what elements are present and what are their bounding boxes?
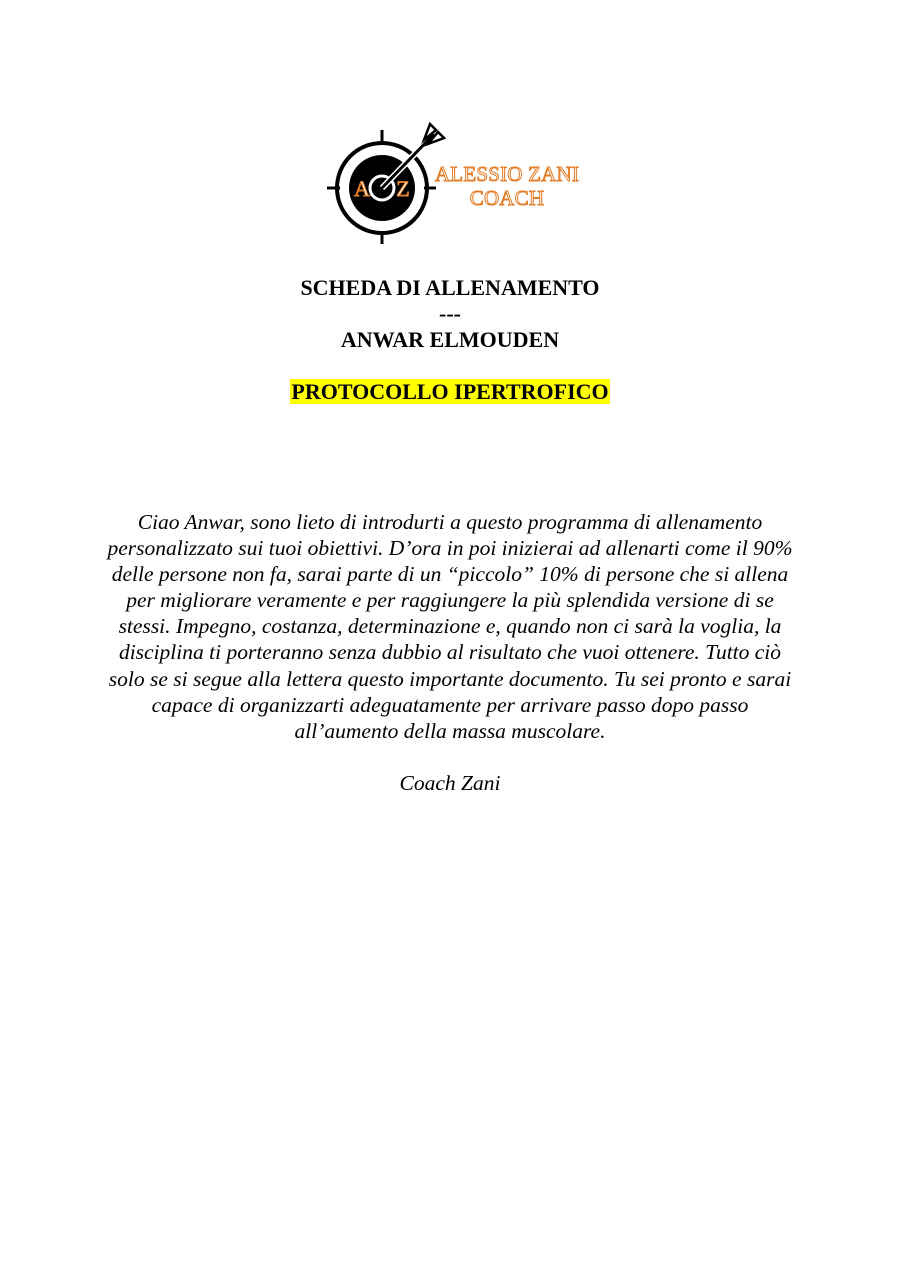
client-name: ANWAR ELMOUDEN bbox=[340, 327, 560, 352]
intro-line: personalizzato sui tuoi obiettivi. D’ora in poi inizierai ad allenarti come il 90% bbox=[107, 536, 793, 561]
intro-line: all’aumento della massa muscolare. bbox=[294, 718, 606, 743]
intro-line: solo se si segue alla lettera questo importante documento. Tu sei pronto e sarai bbox=[108, 666, 792, 691]
logo-monogram-right: Z bbox=[396, 176, 410, 201]
coach-logo bbox=[324, 120, 584, 248]
intro-line: disciplina ti porteranno senza dubbio al risultato che vuoi ottenere. Tutto ciò bbox=[118, 640, 782, 665]
intro-line: stessi. Impegno, costanza, determinazione e, quando non ci sarà la voglia, la bbox=[118, 614, 782, 639]
logo-monogram-left: A bbox=[354, 176, 370, 201]
protocol-label: PROTOCOLLO IPERTROFICO bbox=[291, 379, 609, 404]
logo-name-line2: COACH bbox=[469, 186, 545, 210]
logo-wordmark bbox=[432, 162, 582, 210]
intro-line: per migliorare veramente e per raggiungere la più splendida versione di se bbox=[126, 588, 774, 613]
document-title: SCHEDA DI ALLENAMENTO bbox=[300, 275, 600, 300]
signature: Coach Zani bbox=[399, 771, 501, 795]
title-separator: --- bbox=[439, 301, 461, 326]
protocol-heading bbox=[0, 379, 900, 405]
logo-name-line1: ALESSIO ZANI bbox=[434, 162, 580, 186]
intro-paragraph bbox=[80, 509, 820, 744]
intro-line: delle persone non fa, sarai parte di un “piccolo” 10% di persone che si allena bbox=[111, 562, 789, 587]
intro-line: Ciao Anwar, sono lieto di introdurti a questo programma di allenamento bbox=[137, 510, 763, 534]
intro-line: capace di organizzarti adeguatamente per arrivare passo dopo passo bbox=[151, 692, 749, 717]
